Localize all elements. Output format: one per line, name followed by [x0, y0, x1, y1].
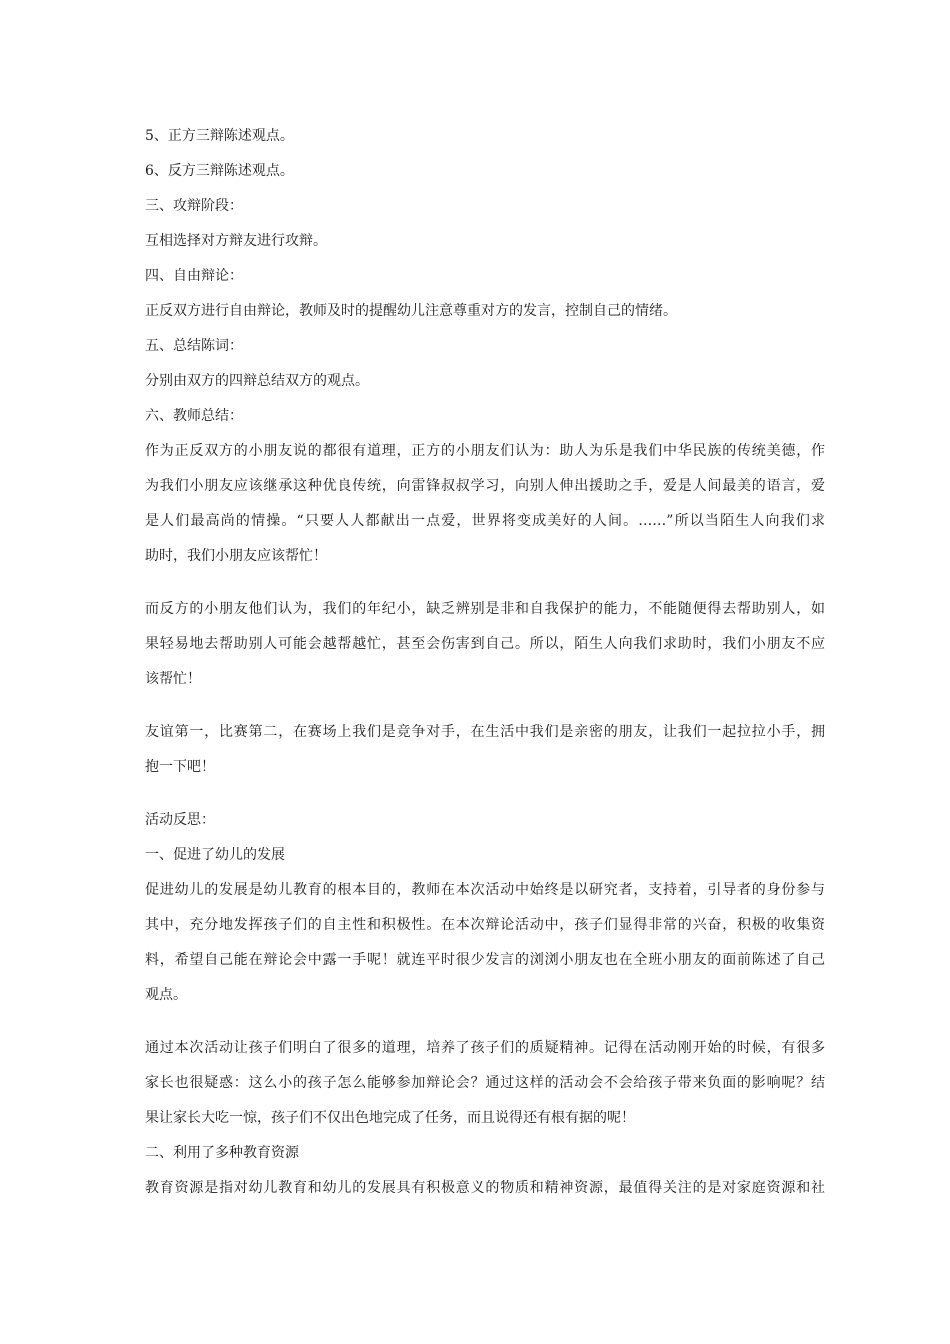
text-line: 通过本次活动让孩子们明白了很多的道理，培养了孩子们的质疑精神。记得在活动刚开始的时候，有很多 [145, 1040, 825, 1056]
text-line: 友谊第一，比赛第二，在赛场上我们是竞争对手，在生活中我们是亲密的朋友，让我们一起拉拉小手，拥 [145, 724, 825, 740]
text-line: 其中，充分地发挥孩子们的自主性和积极性。在本次辩论活动中，孩子们显得非常的兴奋，积极的收集资 [145, 917, 825, 933]
section-heading: 四、自由辩论： [145, 268, 243, 284]
text-line: 助时，我们小朋友应该帮忙！ [145, 548, 327, 564]
section-heading: 六、教师总结： [145, 408, 243, 424]
text-line: 正反双方进行自由辩论，教师及时的提醒幼儿注意尊重对方的发言，控制自己的情绪。 [145, 303, 677, 319]
text-line: 果让家长大吃一惊，孩子们不仅出色地完成了任务，而且说得还有根有据的呢！ [145, 1110, 635, 1126]
section-heading: 五、总结陈词： [145, 338, 243, 354]
section-heading: 二、利用了多种教育资源 [145, 1145, 299, 1161]
text-line: 该帮忙！ [145, 671, 201, 687]
text-line: 教育资源是指对幼儿教育和幼儿的发展具有积极意义的物质和精神资源，最值得关注的是对家庭资源和社 [145, 1180, 825, 1196]
text-line: 果轻易地去帮助别人可能会越帮越忙，甚至会伤害到自己。所以，陌生人向我们求助时，我们小朋友不应 [145, 636, 825, 652]
text-line: 是人们最高尚的情操。“只要人人都献出一点爱，世界将变成美好的人间。……”所以当陌生人向我们求 [145, 513, 825, 529]
text-line: 分别由双方的四辩总结双方的观点。 [145, 373, 369, 389]
text-line: 家长也很疑惑：这么小的孩子怎么能够参加辩论会？通过这样的活动会不会给孩子带来负面的影响呢？结 [145, 1075, 825, 1091]
text-line: 6、反方三辩陈述观点。 [145, 163, 294, 179]
text-line: 而反方的小朋友他们认为，我们的年纪小，缺乏辨别是非和自我保护的能力，不能随便得去帮助别人，如 [145, 601, 825, 617]
section-heading: 一、促进了幼儿的发展 [145, 847, 285, 863]
section-heading: 活动反思： [145, 812, 215, 828]
text-line: 料，希望自己能在辩论会中露一手呢！就连平时很少发言的浏浏小朋友也在全班小朋友的面前陈述了自己 [145, 952, 825, 968]
text-line: 5、正方三辩陈述观点。 [145, 128, 294, 144]
text-line: 为我们小朋友应该继承这种优良传统，向雷锋叔叔学习，向别人伸出援助之手，爱是人间最美的语言，爱 [145, 478, 825, 494]
section-heading: 三、攻辩阶段： [145, 198, 243, 214]
text-line: 观点。 [145, 987, 187, 1003]
text-line: 互相选择对方辩友进行攻辩。 [145, 233, 327, 249]
text-line: 抱一下吧！ [145, 759, 215, 775]
text-line: 促进幼儿的发展是幼儿教育的根本目的，教师在本次活动中始终是以研究者，支持着，引导者的身份参与 [145, 882, 825, 898]
text-line: 作为正反双方的小朋友说的都很有道理，正方的小朋友们认为：助人为乐是我们中华民族的传统美德，作 [145, 443, 825, 459]
